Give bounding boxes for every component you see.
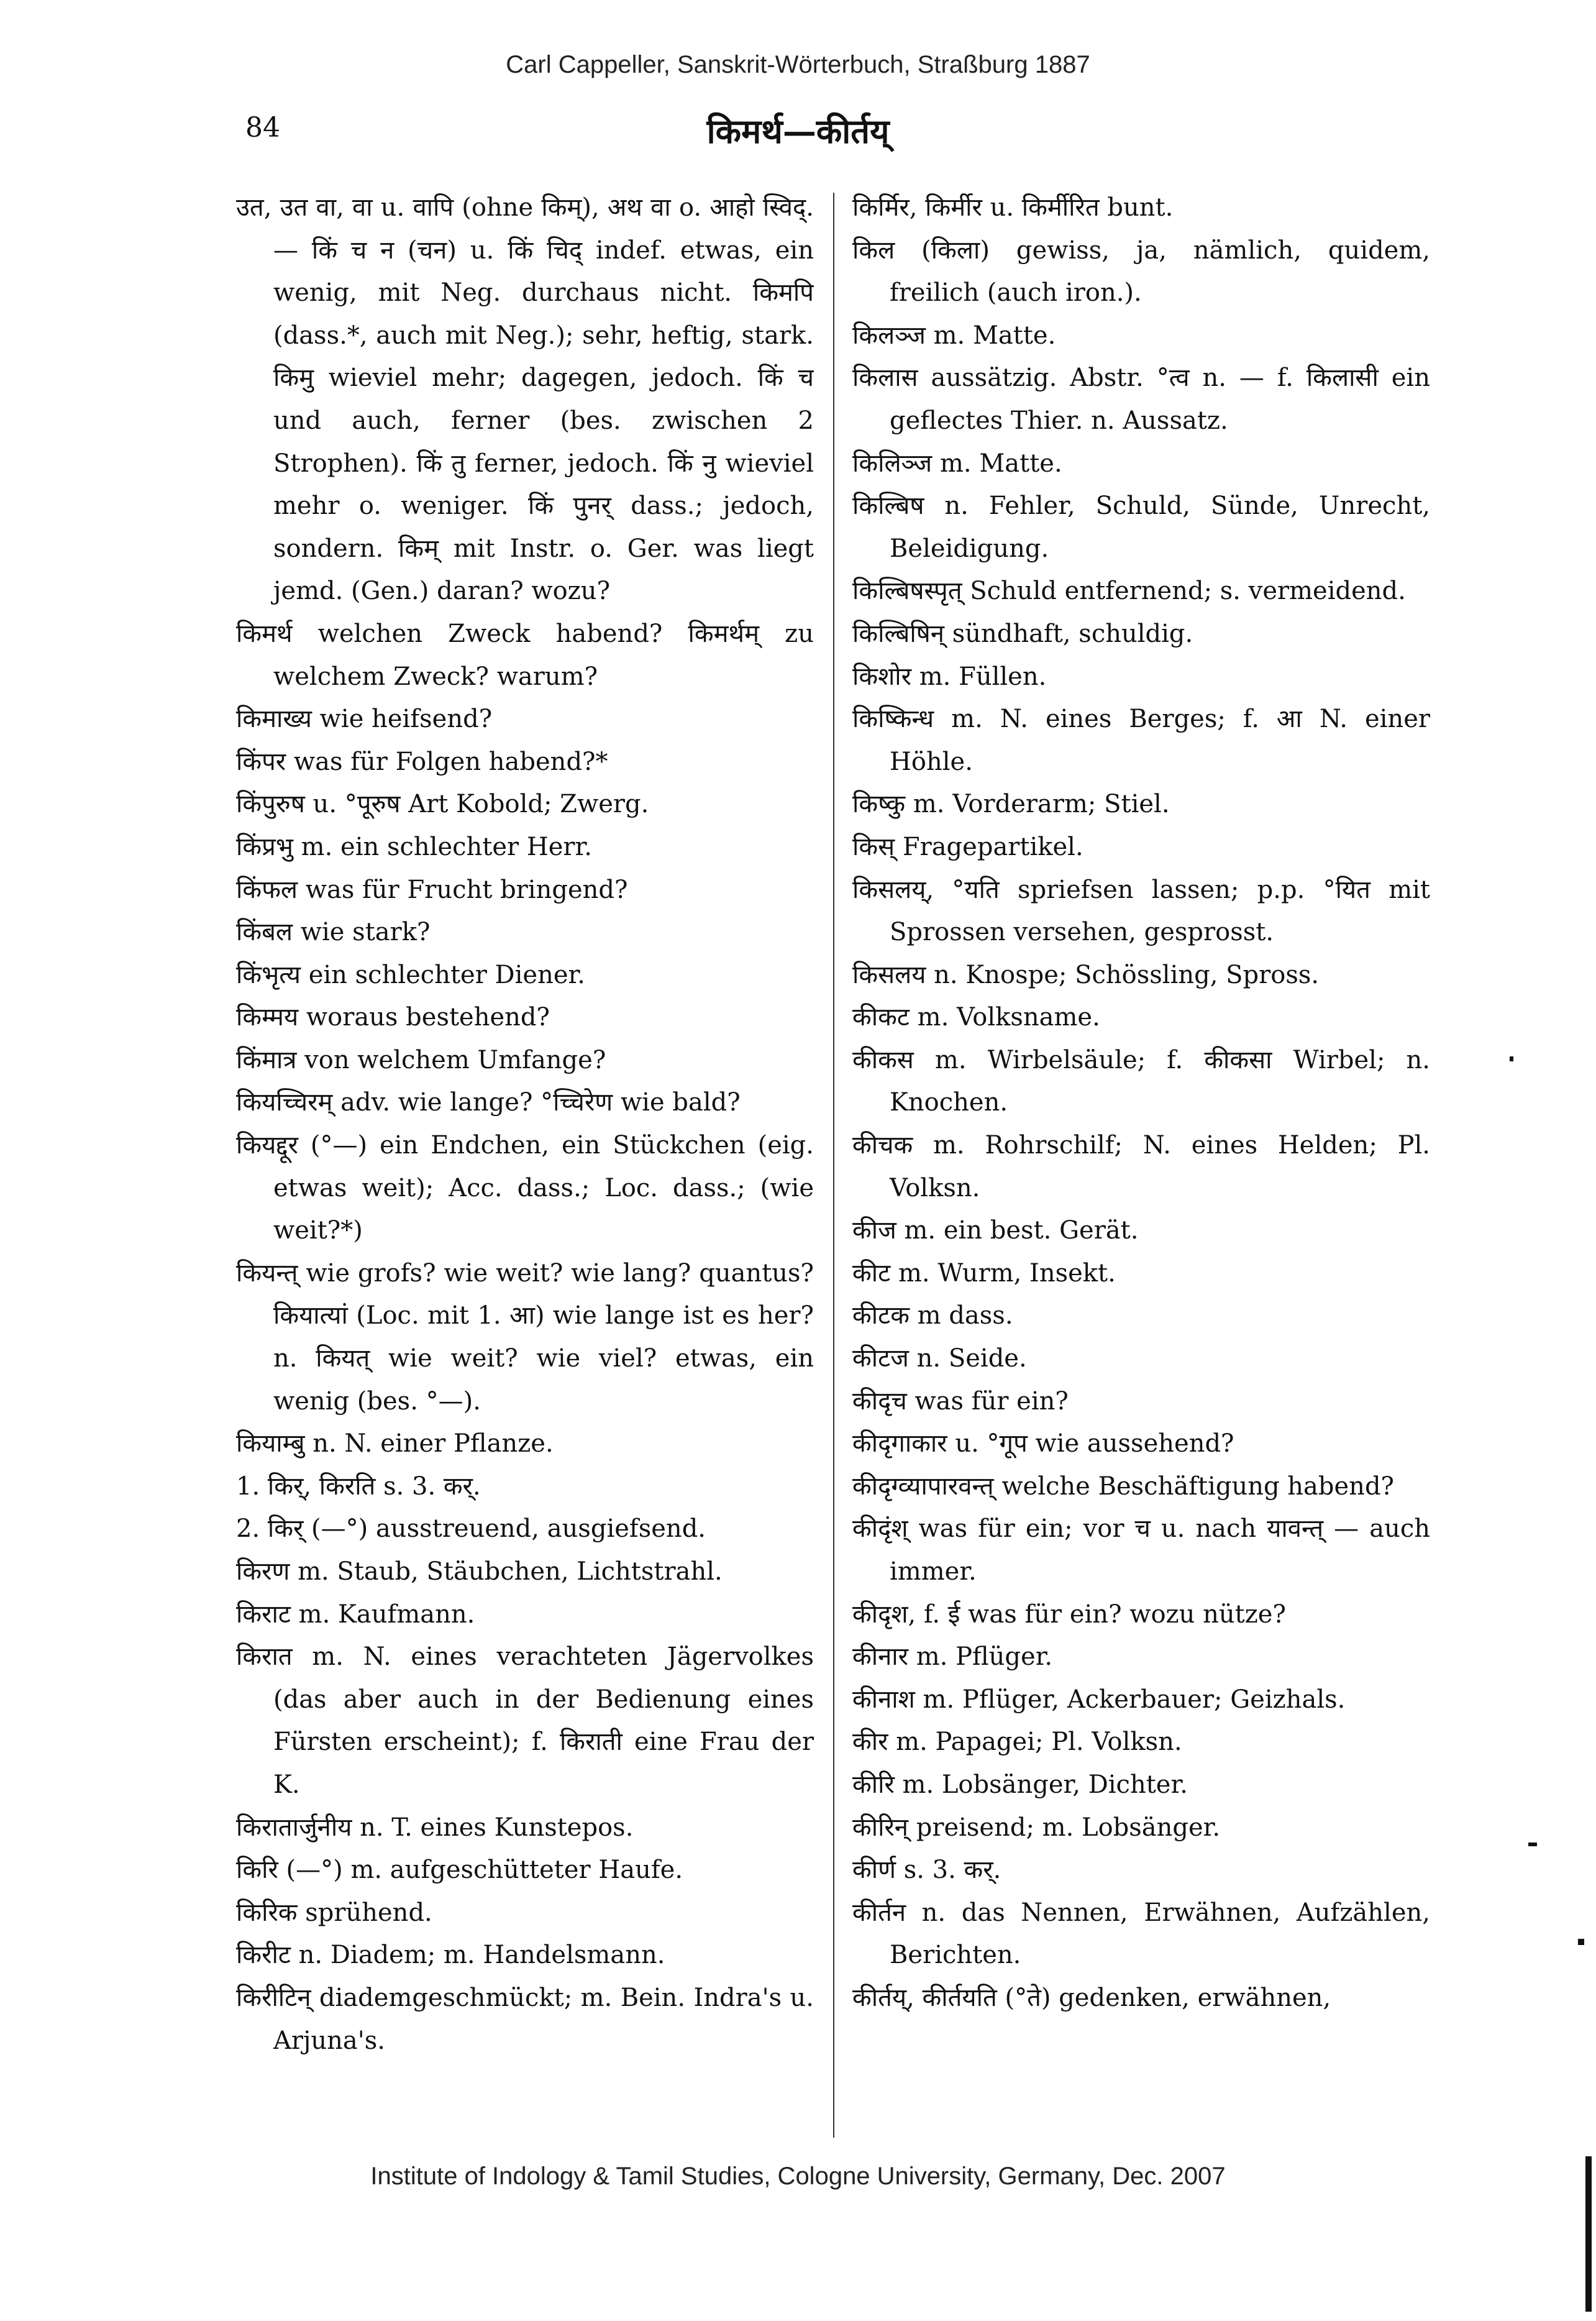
dictionary-entry: कीरि m. Lobsänger, Dichter. [852,1770,1188,1799]
dictionary-entry: किरिक sprühend. [236,1898,432,1927]
dictionary-entry: कीदृंश् was für ein; vor च u. nach यावन्त् — auch immer. [852,1514,1430,1586]
dictionary-entry: कियच्चिरम् adv. wie lange? °च्चिरेण wie bald? [236,1088,741,1117]
dictionary-entry: किरात m. N. eines verachteten Jägervolkes (das aber auch in der Bedienung eines Fürsten erscheint); f. किराती eine Frau der K. [236,1642,814,1799]
dictionary-entry: कीकट m. Volksname. [852,1003,1100,1032]
dictionary-entry: किरण m. Staub, Stäubchen, Lichtstrahl. [236,1557,723,1586]
scan-speck [1578,1939,1584,1945]
dictionary-entry: कीटक m dass. [852,1301,1013,1330]
dictionary-entry: कीदृगाकार u. °गूप wie aussehend? [852,1429,1234,1458]
dictionary-entry: किल्बिषस्पृत् Schuld entfernend; s. vermeidend. [852,577,1406,606]
dictionary-entry: किष्किन्ध m. N. eines Berges; f. आ N. einer Höhle. [852,705,1430,776]
dictionary-entry: उत, उत वा, वा u. वापि (ohne किम्), अथ वा o. आहो स्विद्. — किं च न (चन) u. किं चिद् indef. etwas, ein wenig, mit Neg. durchaus nicht. किमपि (dass.*, auch mit Neg.); sehr, heftig, stark. किमु wieviel mehr; dagegen, jedoch. किं च und auch, ferner (bes. zwischen 2 Strophen). किं तु ferner, jedoch. किं नु wieviel mehr o. weniger. किं पुनर् dass.; jedoch, sondern. किम् mit Instr. o. Ger. was liegt jemd. (Gen.) daran? wozu? [236,193,814,606]
dictionary-entry: किरीटिन् diademgeschmückt; m. Bein. Indra's u. Arjuna's. [236,1983,814,2055]
dictionary-entry: किमाख्य wie heifsend? [236,705,493,734]
dictionary-entry: कीदृच was für ein? [852,1386,1069,1416]
dictionary-entry: किंबल wie stark? [236,918,431,947]
dictionary-entry: किंमात्र von welchem Umfange? [236,1045,606,1074]
dictionary-entry: कीज m. ein best. Gerät. [852,1216,1139,1245]
dictionary-entry: कियद्दूर (°—) ein Endchen, ein Stückchen (eig. etwas weit); Acc. dass.; Loc. dass.; (wie weit?*) [236,1131,814,1245]
dictionary-entry: कीर m. Papagei; Pl. Volksn. [852,1728,1182,1757]
dictionary-entry: किंभृत्य ein schlechter Diener. [236,960,585,989]
column-divider [833,193,834,2138]
dictionary-entry: 2. किर् (—°) ausstreuend, ausgiefsend. [236,1514,706,1544]
dictionary-entry: किरि (—°) m. aufgeschütteter Haufe. [236,1856,683,1885]
dictionary-entry: किंफल was für Frucht bringend? [236,875,628,904]
dictionary-entry: कीदृग्व्यापारवन्त् welche Beschäftigung habend? [852,1472,1394,1501]
page-number: 84 [245,112,280,144]
dictionary-entry: कीकस m. Wirbelsäule; f. कीकसा Wirbel; n. Knochen. [852,1045,1430,1117]
dictionary-entry: किराट m. Kaufmann. [236,1600,475,1629]
dictionary-entry: कीनार m. Pflüger. [852,1642,1053,1672]
dictionary-entry: किल्बिष n. Fehler, Schuld, Sünde, Unrecht, Beleidigung. [852,492,1430,563]
dictionary-entry: किस् Fragepartikel. [852,832,1083,861]
dictionary-entry: किल (किला) gewiss, ja, nämlich, quidem, freilich (auch iron.). [852,236,1430,308]
dictionary-entry: किष्कु m. Vorderarm; Stiel. [852,790,1170,819]
dictionary-entry: किमर्थ welchen Zweck habend? किमर्थम् zu welchem Zweck? warum? [236,619,814,691]
dictionary-entry: किसलय n. Knospe; Schössling, Spross. [852,960,1320,989]
scan-edge-mark [1585,2156,1592,2312]
dictionary-entry: किलिञ्ज m. Matte. [852,449,1062,478]
dictionary-entry: कीदृश, f. ई was für ein? wozu nütze? [852,1600,1286,1629]
left-column [236,186,814,2150]
dictionary-entry: किल्बिषिन् sündhaft, schuldig. [852,619,1193,648]
dictionary-entry: कियन्त् wie grofs? wie weit? wie lang? quantus? कियात्यां (Loc. mit 1. आ) wie lange ist es her? n. कियत् wie weit? wie viel? etwas, ein wenig (bes. °—). [236,1258,814,1416]
dictionary-entry: कीचक m. Rohrschilf; N. eines Helden; Pl. Volksn. [852,1131,1430,1202]
dictionary-entry: कीनाश m. Pflüger, Ackerbauer; Geizhals. [852,1685,1346,1714]
dictionary-entry: कीर्तय्, कीर्तयति (°ते) gedenken, erwähnen, [852,1983,1331,2012]
dictionary-entry: किंपुरुष u. °पूरुष Art Kobold; Zwerg. [236,790,649,819]
dictionary-entry: किसलय्, °यति spriefsen lassen; p.p. °यित mit Sprossen versehen, gesprosst. [852,875,1430,947]
dictionary-entry: किलास aussätzig. Abstr. °त्व n. — f. किलासी ein geflectes Thier. n. Aussatz. [852,364,1430,435]
dictionary-entry: किम्मय woraus bestehend? [236,1003,550,1032]
scan-speck [1510,1056,1513,1061]
dictionary-entry: कीट m. Wurm, Insekt. [852,1258,1116,1288]
dictionary-entry: कीर्ण s. 3. कर्. [852,1856,1001,1885]
dictionary-entry: 1. किर्, किरति s. 3. कर्. [236,1472,481,1501]
dictionary-entry: कीर्तन n. das Nennen, Erwähnen, Aufzählen, Berichten. [852,1898,1430,1970]
dictionary-entry: कियाम्बु n. N. einer Pflanze. [236,1429,554,1458]
dictionary-entry: किरीट n. Diadem; m. Handelsmann. [236,1941,665,1970]
dictionary-entry: कीरिन् preisend; m. Lobsänger. [852,1813,1221,1842]
dictionary-entry: किशोर m. Füllen. [852,662,1047,691]
scan-speck [1528,1843,1537,1846]
dictionary-entry: किर्मिर, किर्मीर u. किर्मीरित bunt. [852,193,1174,222]
dictionary-columns [236,186,1454,2150]
dictionary-entry: किरातार्जुनीय n. T. eines Kunstepos. [236,1813,634,1842]
dictionary-entry: कीटज n. Seide. [852,1344,1027,1373]
bottom-credit: Institute of Indology & Tamil Studies, Cologne University, Germany, Dec. 2007 [370,2163,1226,2190]
running-head: किमर्थ—कीर्तय् [706,111,890,151]
dictionary-entry: किंपर was für Folgen habend?* [236,747,608,776]
right-column [852,186,1430,2150]
dictionary-entry: किंप्रभु m. ein schlechter Herr. [236,832,592,861]
top-credit: Carl Cappeller, Sanskrit-Wörterbuch, Straßburg 1887 [506,51,1090,78]
dictionary-entry: किलञ्ज m. Matte. [852,321,1056,350]
